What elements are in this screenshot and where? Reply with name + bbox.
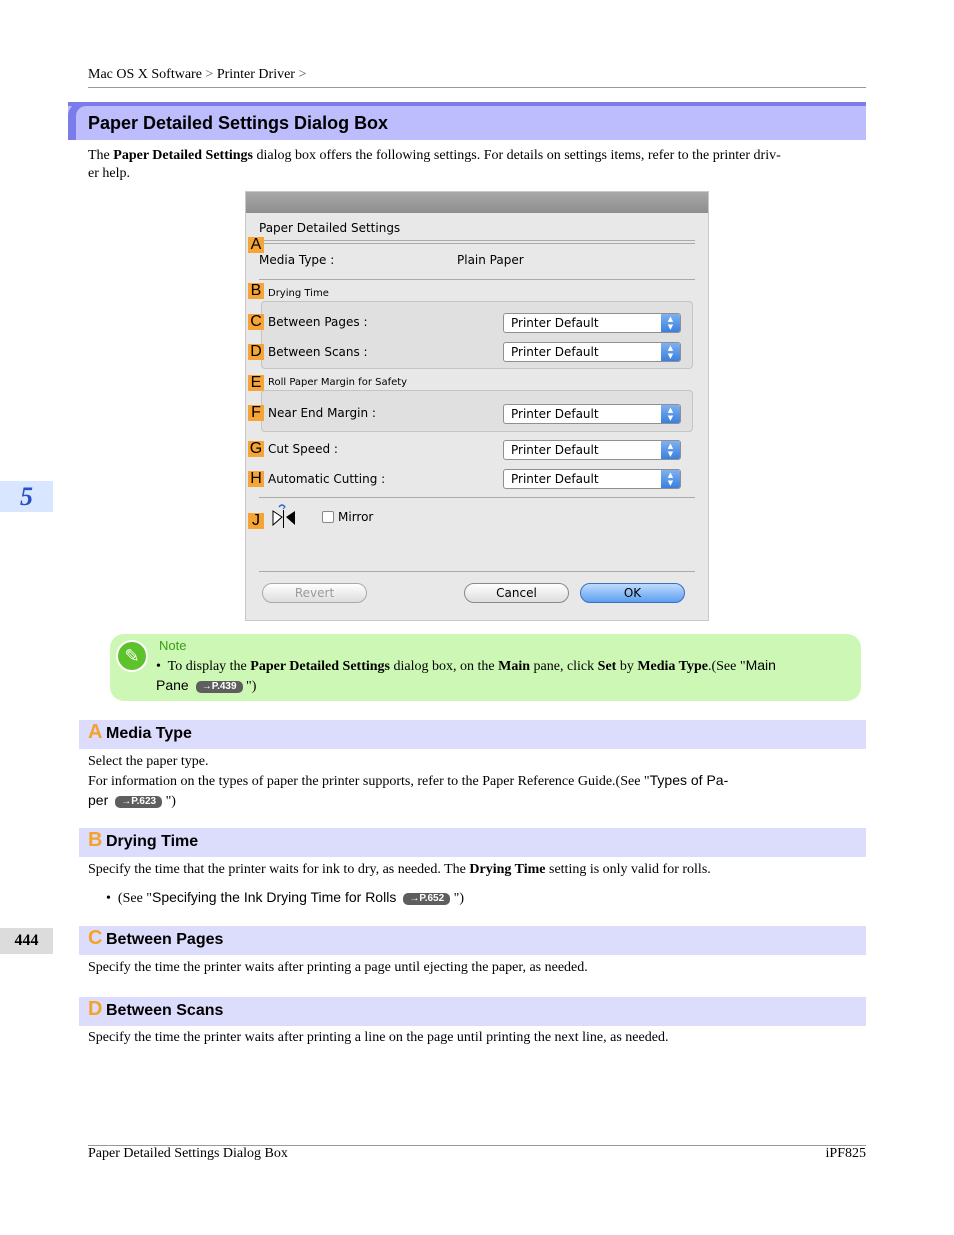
ok-button[interactable]: OK	[580, 583, 685, 603]
callout-marker-b: B	[248, 283, 264, 299]
section-title: Between Scans	[106, 1002, 224, 1019]
footer-left: Paper Detailed Settings Dialog Box	[88, 1146, 288, 1161]
drying-time-group-label: Drying Time	[268, 288, 329, 299]
breadcrumb-separator: >	[205, 67, 214, 82]
intro-bold-term: Paper Detailed Settings	[113, 148, 253, 163]
section-d-text: Specify the time the printer waits after printing a line on the page until printing the next line, as needed.	[88, 1030, 669, 1045]
section-c-text: Specify the time the printer waits after printing a page until ejecting the paper, as needed.	[88, 960, 588, 975]
near-end-margin-label: Near End Margin :	[268, 406, 376, 420]
note-label: Note	[159, 638, 187, 653]
between-scans-label: Between Scans :	[268, 345, 368, 359]
updown-arrows-icon: ▲ ▼	[661, 441, 680, 459]
mirror-checkbox[interactable]	[322, 511, 334, 523]
breadcrumb-item[interactable]: Mac OS X Software	[88, 67, 202, 82]
dialog-title: Paper Detailed Settings	[259, 221, 401, 235]
section-header-between-scans	[79, 997, 866, 1026]
section-header-between-pages	[79, 926, 866, 955]
note-text: • To display the Paper Detailed Settings dialog box, on the Main pane, click Set by Media Type.(See "Main Pane →P.439 ")	[156, 657, 776, 694]
note-pencil-icon: ✎	[116, 640, 148, 672]
intro-paragraph: The Paper Detailed Settings dialog box offers the following settings. For details on settings items, refer to the printer driv- er help.	[88, 148, 781, 181]
callout-marker-d: D	[248, 344, 264, 360]
cut-speed-label: Cut Speed :	[268, 442, 338, 456]
callout-marker-g: G	[249, 440, 263, 457]
section-letter: B	[88, 829, 103, 851]
page-title-banner	[68, 102, 866, 140]
breadcrumb-item[interactable]: Printer Driver	[216, 67, 295, 82]
page-title: Paper Detailed Settings Dialog Box	[88, 113, 389, 133]
mirror-icon	[271, 503, 297, 529]
revert-button[interactable]: Revert	[262, 583, 367, 603]
section-title: Media Type	[106, 725, 192, 742]
header-divider	[88, 87, 866, 88]
paper-detailed-settings-dialog	[245, 191, 709, 621]
note-box	[110, 634, 861, 701]
ink-drying-link[interactable]: Specifying the Ink Drying Time for Rolls	[152, 889, 397, 905]
page-ref-badge[interactable]: →P.439	[196, 681, 243, 693]
updown-arrows-icon: ▲ ▼	[661, 343, 680, 361]
section-header-media-type	[79, 720, 866, 749]
callout-marker-f: F	[248, 405, 264, 421]
section-b-text: Specify the time that the printer waits for ink to dry, as needed. The Drying Time setting is only valid for rolls.	[88, 862, 711, 877]
callout-marker-c: C	[248, 314, 264, 330]
between-pages-label: Between Pages :	[268, 315, 368, 329]
section-letter: A	[88, 721, 103, 743]
callout-marker-e: E	[248, 375, 264, 391]
callout-marker-a: A	[248, 237, 264, 253]
media-type-label: Media Type :	[259, 253, 335, 267]
section-letter: C	[88, 927, 103, 949]
breadcrumb	[88, 67, 306, 83]
near-end-margin-select[interactable]: Printer Default ▲ ▼	[503, 404, 681, 424]
cancel-button[interactable]: Cancel	[464, 583, 569, 603]
types-of-paper-link[interactable]: Types of Pa-	[649, 772, 729, 788]
section-header-drying-time	[79, 828, 866, 857]
updown-arrows-icon: ▲ ▼	[661, 314, 680, 332]
mirror-label: Mirror	[338, 510, 374, 524]
note-link[interactable]: Pane	[156, 677, 189, 693]
automatic-cutting-label: Automatic Cutting :	[268, 472, 386, 486]
page-ref-badge[interactable]: →P.652	[403, 893, 450, 905]
section-b-bullet: • (See "Specifying the Ink Drying Time for Rolls →P.652 ")	[106, 889, 465, 906]
updown-arrows-icon: ▲ ▼	[661, 470, 680, 488]
section-letter: D	[88, 998, 103, 1020]
callout-marker-j: J	[248, 513, 264, 529]
media-type-value: Plain Paper	[457, 253, 524, 267]
between-scans-select[interactable]: Printer Default ▲ ▼	[503, 342, 681, 362]
cut-speed-select[interactable]: Printer Default ▲ ▼	[503, 440, 681, 460]
footer-right: iPF825	[825, 1146, 866, 1161]
breadcrumb-separator: >	[298, 67, 307, 82]
note-link[interactable]: Main	[745, 657, 776, 673]
roll-margin-group-label: Roll Paper Margin for Safety	[268, 377, 408, 388]
dialog-titlebar[interactable]	[246, 192, 708, 213]
callout-marker-h: H	[248, 471, 264, 487]
page-ref-badge[interactable]: →P.623	[115, 796, 162, 808]
section-title: Between Pages	[106, 931, 224, 948]
section-a-text: Select the paper type. For information on the types of paper the printer supports, refer to the Paper Reference Guide.(See "Types of Pa- per →P.623 ")	[88, 754, 729, 809]
automatic-cutting-select[interactable]: Printer Default ▲ ▼	[503, 469, 681, 489]
chapter-tab[interactable]: 5	[0, 481, 53, 512]
page-number: 444	[0, 928, 53, 954]
updown-arrows-icon: ▲ ▼	[661, 405, 680, 423]
section-title: Drying Time	[106, 833, 199, 850]
between-pages-select[interactable]: Printer Default ▲ ▼	[503, 313, 681, 333]
